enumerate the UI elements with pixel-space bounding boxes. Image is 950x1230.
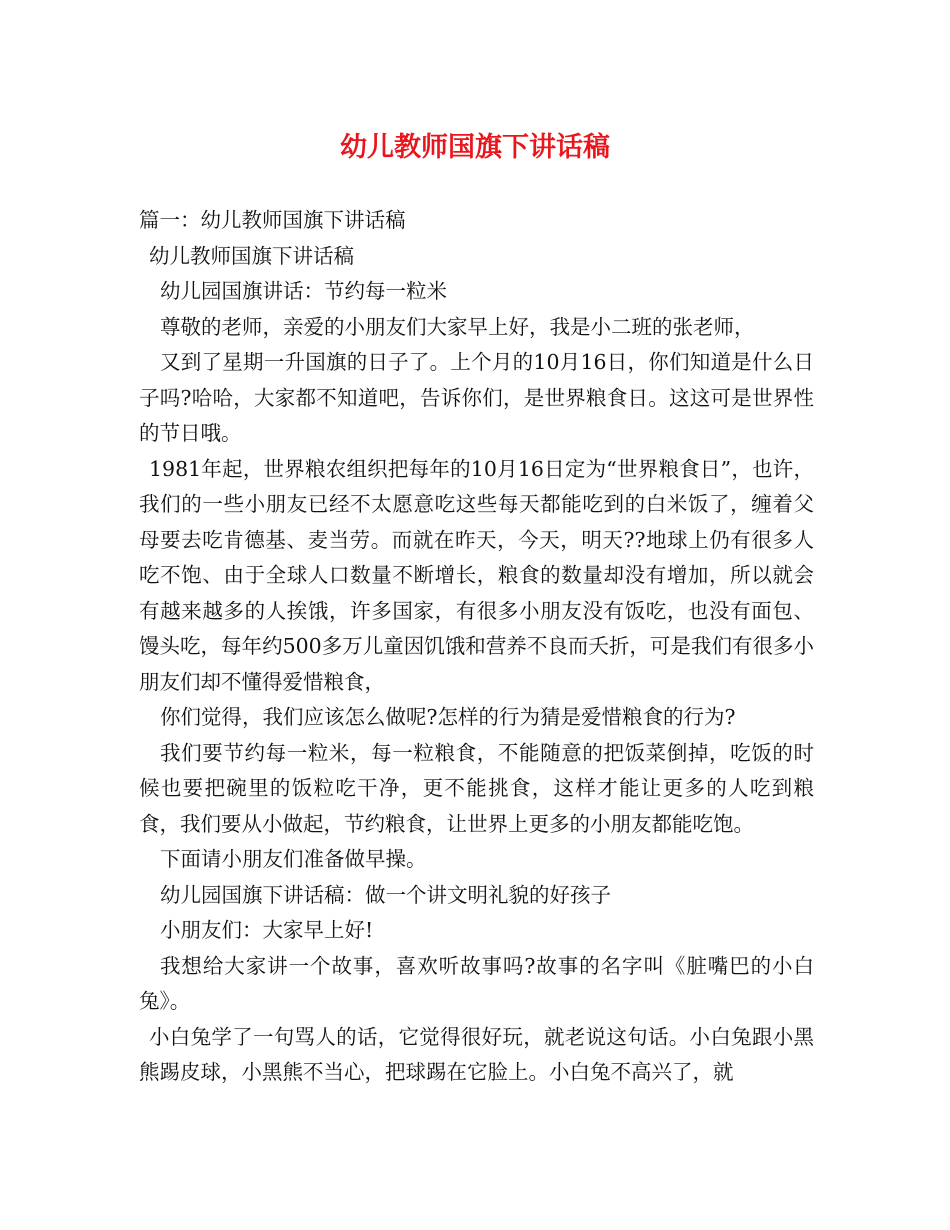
paragraph: 我们要节约每一粒米，每一粒粮食，不能随意的把饭菜倒掉，吃饭的时候也要把碗里的饭粒吃干净，更不能挑食，这样才能让更多的人吃到粮食，我们要从小做起，节约粮食，让世界上更多的小朋友都能吃饱。 [139, 740, 814, 836]
paragraph: 1981年起，世界粮农组织把每年的10月16日定为“世界粮食日”，也许，我们的一些小朋友已经不太愿意吃这些每天都能吃到的白米饭了，缠着父母要去吃肯德基、麦当劳。而就在昨天，今天，明天??地球上仍有很多人吃不饱、由于全球人口数量不断增长，粮食的数量却没有增加，所以就会有越来越多的人挨饿，许多国家，有很多小朋友没有饭吃，也没有面包、馒头吃，每年约500多万儿童因饥饿和营养不良而夭折，可是我们有很多小朋友们却不懂得爱惜粮食， [139, 456, 814, 694]
paragraph: 你们觉得，我们应该怎么做呢?怎样的行为猜是爱惜粮食的行为? [160, 705, 736, 729]
paragraph: 小白兔学了一句骂人的话，它觉得很好玩，就老说这句话。小白兔跟小黑熊踢皮球，小黑熊不当心，把球踢在它脸上。小白兔不高兴了，就 [139, 1024, 814, 1084]
paragraph: 幼儿园国旗讲话：节约每一粒米 [160, 279, 447, 303]
paragraph: 我想给大家讲一个故事，喜欢听故事吗?故事的名字叫《脏嘴巴的小白兔》。 [139, 953, 814, 1013]
paragraph: 幼儿教师国旗下讲话稿 [149, 243, 354, 268]
document-title: 幼儿教师国旗下讲话稿 [340, 132, 610, 163]
paragraph: 幼儿园国旗下讲话稿：做一个讲文明礼貌的好孩子 [160, 882, 611, 907]
paragraph: 小朋友们：大家早上好! [160, 918, 374, 942]
paragraph: 篇一：幼儿教师国旗下讲话稿 [139, 208, 406, 232]
paragraph: 尊敬的老师，亲爱的小朋友们大家早上好，我是小二班的张老师， [160, 314, 755, 339]
paragraph: 下面请小朋友们准备做早操。 [160, 847, 427, 871]
document-body [139, 203, 814, 1091]
paragraph: 又到了星期一升国旗的日子了。上个月的10月16日，你们知道是什么日子吗?哈哈，大家都不知道吧，告诉你们，是世界粮食日。这这可是世界性的节日哦。 [139, 350, 814, 445]
